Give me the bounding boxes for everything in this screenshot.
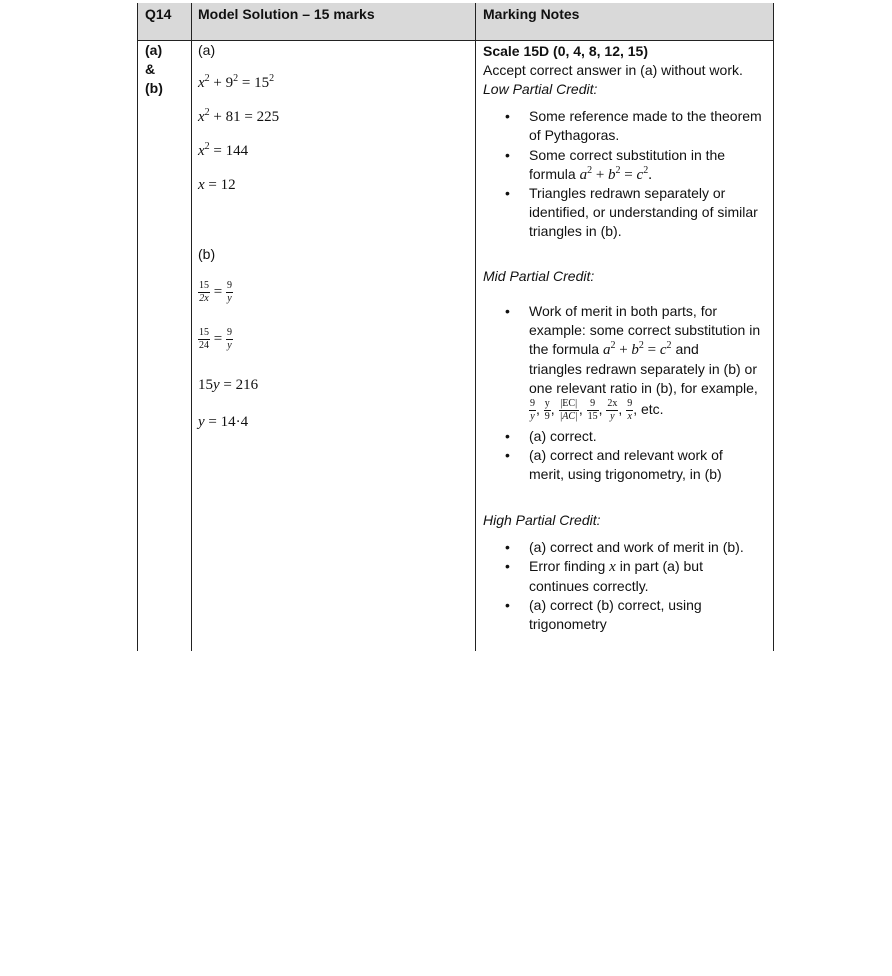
table-divider-2 (475, 3, 476, 651)
low-bullet-2: • Some correct substitution in the formula $a^2 + b^2 = c^2$. (505, 147, 726, 183)
header-divider (137, 40, 774, 41)
table-border-left (137, 3, 138, 651)
solution-b-label: (b) (198, 246, 216, 262)
part-label-a: (a) (145, 42, 163, 58)
solution-b-line-2: $\frac{15}{24}$ = $\frac{9}{y}$ (199, 327, 232, 351)
high-bullet-2: • Error finding x in part (a) but continues correctly. (505, 558, 703, 594)
low-bullet-3: • Triangles redrawn separately or identified, or understanding of similar triangles in (b). (505, 185, 758, 239)
part-label-b: (b) (145, 80, 163, 96)
solution-a-line-3: $x^2 = 144$ (198, 141, 249, 159)
solution-a-line-4: x = 12 (198, 177, 236, 193)
solution-b-line-4: y = 14·4 (198, 414, 249, 430)
high-bullet-3: • (a) correct (b) correct, using trigonometry (505, 597, 702, 632)
header-question: Q14 (145, 6, 172, 22)
mid-bullet-3: • (a) correct and relevant work of merit, using trigonometry, in (b) (505, 447, 723, 482)
table-divider-1 (191, 3, 192, 651)
table-border-right (773, 3, 774, 651)
solution-a-label: (a) (198, 42, 216, 58)
solution-b-line-1: $\frac{15}{2x}$ = $\frac{9}{y}$ (199, 280, 232, 304)
high-partial-title: High Partial Credit: (483, 512, 601, 528)
low-bullet-1: • Some reference made to the theorem of Pythagoras. (505, 108, 762, 143)
header-marking-notes: Marking Notes (483, 6, 580, 22)
solution-a-line-1: $x^2 + 9^2 = 15^2$ (198, 73, 275, 91)
mid-bullet-2: • (a) correct. (505, 428, 597, 444)
mid-partial-title: Mid Partial Credit: (483, 268, 595, 284)
low-partial-title: Low Partial Credit: (483, 81, 598, 97)
solution-a-line-2: $x^2 + 81 = 225$ (198, 107, 280, 125)
part-label-and: & (145, 61, 156, 77)
mid-example-ratios: $\frac{9}{y}$ , $\frac{y}{9}$ , $\frac{|EC|}{|AC|}$ , $\frac{9}{15}$ , $\frac{2x}{y}$ , $\frac{9}{x}$ , etc. (530, 398, 664, 422)
high-bullet-1: • (a) correct and work of merit in (b). (505, 539, 744, 555)
scale-line: Scale 15D (0, 4, 8, 12, 15) (483, 43, 648, 59)
mid-bullet-1: • Work of merit in both parts, for example: some correct substitution in the formula $a^2 + b^2 = c^2$ and triangles redrawn separately in (b) or one relevant ratio in (b), for example, (505, 303, 761, 396)
accept-line: Accept correct answer in (a) without work. (483, 62, 743, 78)
solution-b-line-3: 15y = 216 (198, 377, 259, 393)
header-model-solution: Model Solution – 15 marks (198, 6, 375, 22)
